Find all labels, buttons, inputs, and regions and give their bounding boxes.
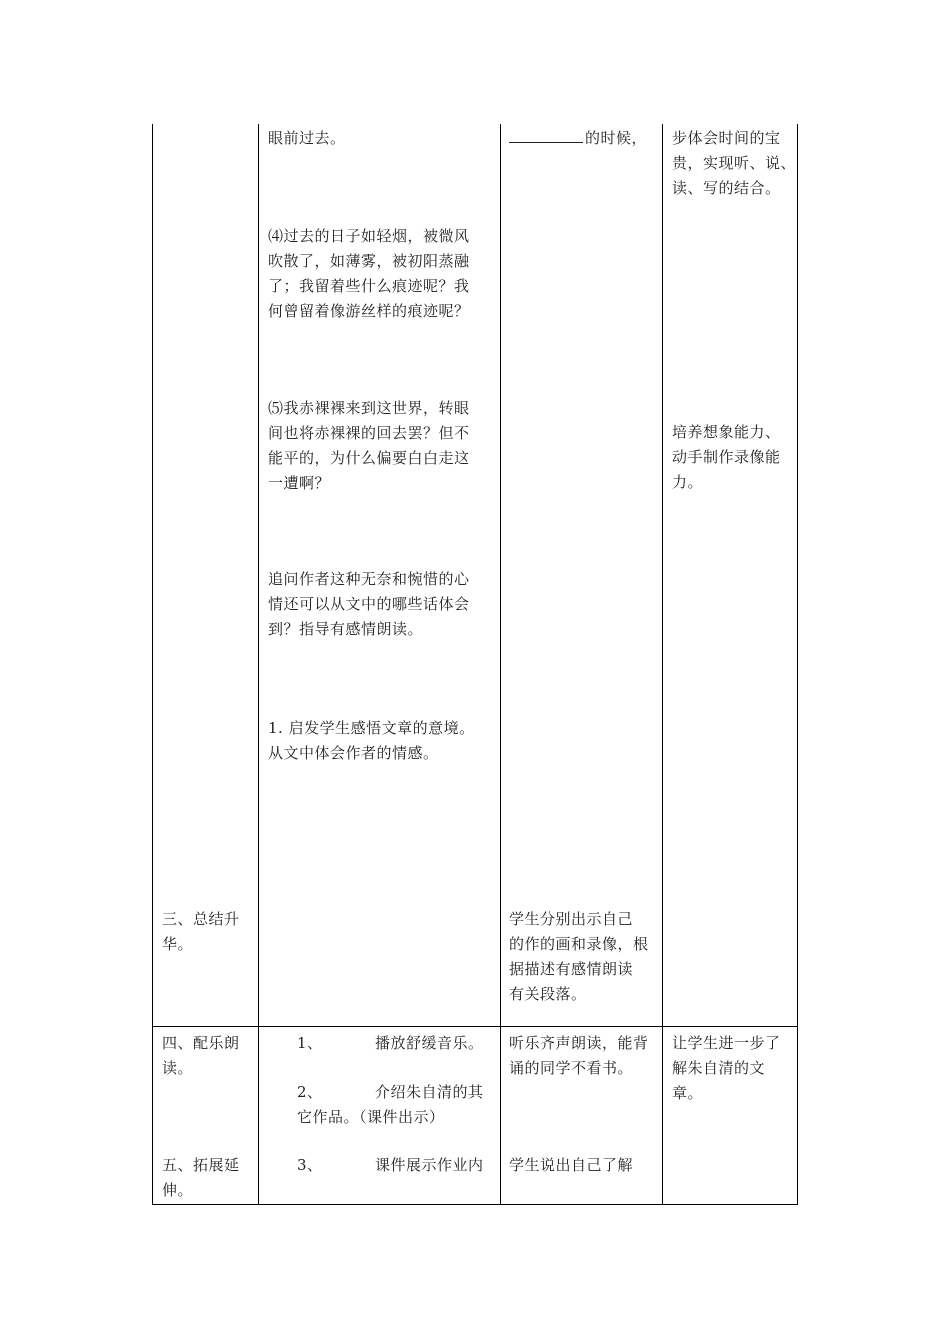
upper-col3-show-1: 学生分别出示自己 <box>509 910 634 928</box>
upper-col4-p1-3: 读、写的结合。 <box>672 179 781 197</box>
upper-col2-line1: 眼前过去。 <box>268 129 346 147</box>
table-bottom-border <box>152 1204 798 1205</box>
table-left-border <box>152 124 153 1205</box>
upper-col1-summary-2: 华。 <box>162 935 194 953</box>
upper-col4-p1-1: 步体会时间的宝 <box>672 129 781 147</box>
upper-col3-blank-suffix: 的时候， <box>585 129 648 147</box>
upper-col4-p2-2: 动手制作录像能 <box>672 448 781 466</box>
lower-col3-read-1: 听乐齐声朗读，能背 <box>509 1034 649 1052</box>
upper-col2-p4-4: 何曾留着像游丝样的痕迹呢？ <box>268 302 470 320</box>
table-row-divider <box>152 1026 798 1027</box>
upper-col2-p4-1: ⑷过去的日子如轻烟，被微风 <box>268 227 470 245</box>
lower-col2-item2-cont: 它作品。（课件出示） <box>297 1108 445 1126</box>
upper-col2-p5-3: 能平的，为什么偏要白白走这 <box>268 449 470 467</box>
upper-col2-p5-1: ⑸我赤裸裸来到这世界，转眼 <box>268 399 470 417</box>
lower-col4-let-2: 解朱自清的文 <box>672 1059 766 1077</box>
lower-col2-item2-num: 2、 <box>297 1083 323 1101</box>
upper-col4-p1-2: 贵，实现听、说、 <box>672 154 797 172</box>
fill-in-blank-line <box>509 126 583 143</box>
table-col-divider-1 <box>258 124 259 1205</box>
upper-col2-p5-2: 间也将赤裸裸的回去罢？但不 <box>268 424 470 442</box>
lower-col2-item1-text: 播放舒缓音乐。 <box>375 1034 484 1052</box>
upper-col3-show-3: 据描述有感情朗读 <box>509 960 634 978</box>
lower-col2-item2-text: 介绍朱自清的其 <box>375 1083 484 1101</box>
lower-col3-read-2: 诵的同学不看书。 <box>509 1059 634 1077</box>
upper-col3-show-4: 有关段落。 <box>509 985 587 1003</box>
upper-col2-ask-3: 到？指导有感情朗读。 <box>268 620 424 638</box>
upper-col3-show-2: 的作的画和录像，根 <box>509 935 649 953</box>
upper-col2-ask-2: 情还可以从文中的哪些话体会 <box>268 595 470 613</box>
table-right-border <box>797 124 798 1205</box>
lower-col1-extend-2: 伸。 <box>162 1181 194 1199</box>
upper-col1-summary-1: 三、总结升 <box>162 910 240 928</box>
lower-col4-let-1: 让学生进一步了 <box>672 1034 781 1052</box>
table-col-divider-3 <box>662 124 663 1205</box>
upper-col2-p4-2: 吹散了，如薄雾，被初阳蒸融 <box>268 252 470 270</box>
upper-col4-p2-3: 力。 <box>672 473 704 491</box>
upper-col3-fill-blank <box>509 126 647 151</box>
upper-col2-inspire-2: 从文中体会作者的情感。 <box>268 744 439 762</box>
lower-col4-let-3: 章。 <box>672 1084 704 1102</box>
upper-col2-inspire-1: 1. 启发学生感悟文章的意境。 <box>268 719 475 737</box>
lower-col1-music-2: 读。 <box>162 1059 194 1077</box>
lower-col3-tell: 学生说出自己了解 <box>509 1156 634 1174</box>
lower-col2-item3-num: 3、 <box>297 1156 323 1174</box>
lower-col2-item1-num: 1、 <box>297 1034 323 1052</box>
table-col-divider-2 <box>500 124 501 1205</box>
lower-col2-item3-text: 课件展示作业内 <box>375 1156 484 1174</box>
upper-col4-p2-1: 培养想象能力、 <box>672 423 781 441</box>
upper-col2-p4-3: 了；我留着些什么痕迹呢？我 <box>268 277 470 295</box>
lower-col1-music-1: 四、配乐朗 <box>162 1034 240 1052</box>
upper-col2-ask-1: 追问作者这种无奈和惋惜的心 <box>268 570 470 588</box>
lower-col1-extend-1: 五、拓展延 <box>162 1156 240 1174</box>
upper-col2-p5-4: 一遭啊？ <box>268 474 331 492</box>
